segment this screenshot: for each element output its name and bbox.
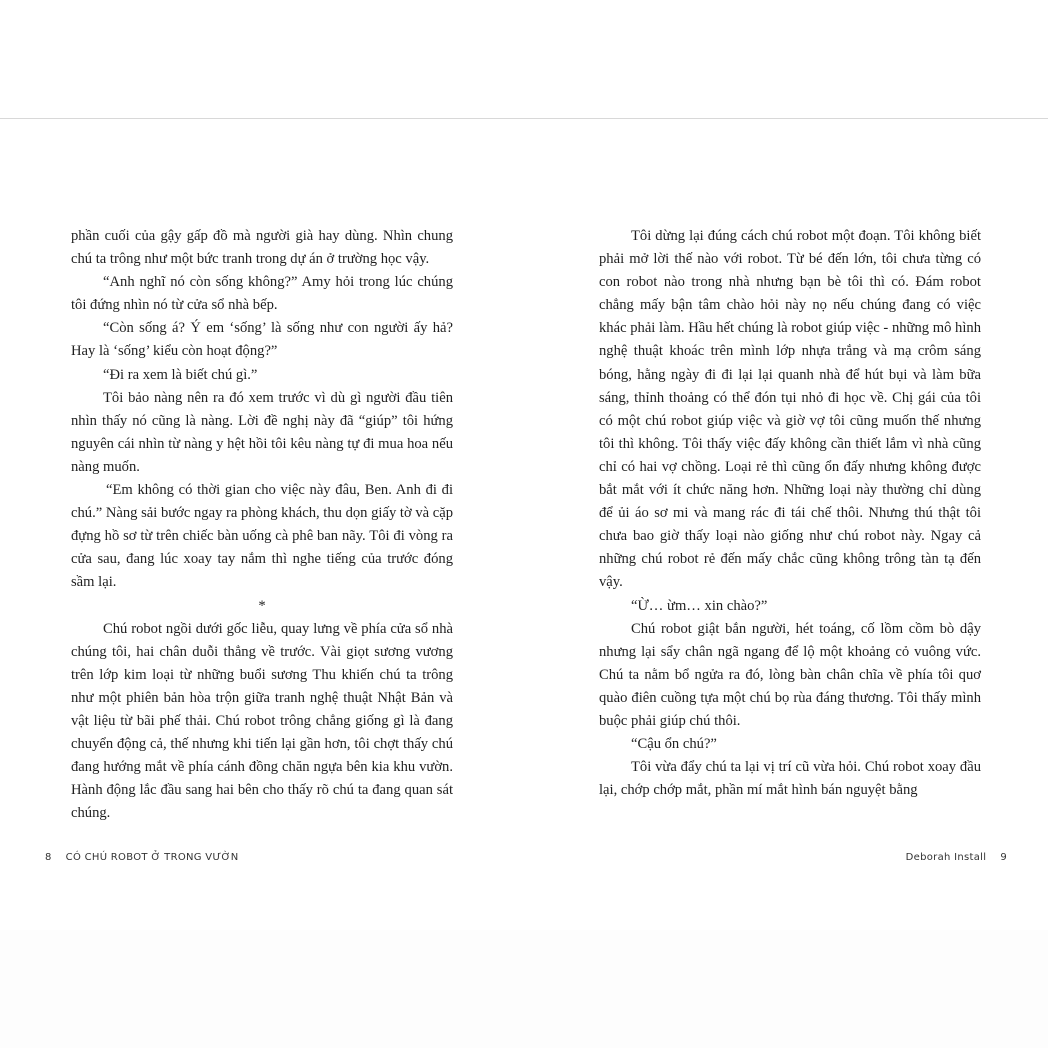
bottom-margin <box>0 930 1048 1048</box>
paragraph: “Ừ… ừm… xin chào?” <box>631 597 768 614</box>
running-header-author: Deborah Install <box>905 852 987 863</box>
paragraph: Tôi vừa đẩy chú ta lại vị trí cũ vừa hỏi. Chú robot xoay đầu lại, chớp chớp mắt, phần mí mắt hình bán nguyệt bằng <box>599 759 981 799</box>
paragraph: phần cuối của gậy gấp đồ mà người già hay dùng. Nhìn chung chú ta trông như một bức tranh trong dự án ở trường học vậy. <box>71 228 453 268</box>
page-number: 8 <box>45 852 52 863</box>
paragraph: Tôi dừng lại đúng cách chú robot một đoạn. Tôi không biết phải mở lời thế nào với robot. Từ bé đến lớn, tôi chưa từng có con robot nào trong nhà nhưng bạn bè tôi thì có. Đám robot chẳng mấy bận tâm chào hỏi này nọ nếu chúng đang có việc khác phải làm. Hầu hết chúng là robot giúp việc - những mô hình nghệ thuật khoác trên mình lớp nhựa trắng và mạ crôm sáng bóng, hằng ngày đi đi lại lại quanh nhà để hút bụi và làm bữa sáng, thỉnh thoảng có thể đón tụi nhỏ đi học về. Chị gái của tôi có một chú robot giúp việc và giờ vợ tôi cũng muốn thế nhưng tôi thì không. Tôi thấy việc đấy không cần thiết lắm vì nhà cũng chỉ có hai vợ chồng. Loại rẻ thì cũng ổn đấy nhưng không được bắt mắt với ít chức năng hơn. Những loại này thường chỉ dùng để ủi áo sơ mi và mang rác đi tái chế thôi. Nhưng thú thật tôi chưa bao giờ thấy loại nào giống như chú robot này. Ngay cả những chú robot rẻ đến mấy chắc cũng không trông tàn tạ đến vậy. <box>599 228 981 591</box>
paragraph: “Còn sống á? Ý em ‘sống’ là sống như con người ấy hả? Hay là ‘sống’ kiểu còn hoạt động?” <box>71 320 453 360</box>
running-header-book-title: CÓ CHÚ ROBOT Ở TRONG VƯỜN <box>65 852 239 863</box>
paragraph: Chú robot ngồi dưới gốc liễu, quay lưng về phía cửa sổ nhà chúng tôi, hai chân duỗi thẳng về trước. Vài giọt sương vương trên lớp kim loại từ những buổi sương Thu khiến chú ta trông như một phiên bản hòa trộn giữa tranh nghệ thuật Nhật Bản và vật liệu từ bãi phế thải. Chú robot trông chẳng giống gì là đang chuyển động cả, thế nhưng khi tiến lại gần hơn, tôi chợt thấy chú đang hướng mắt về phía cánh đồng chăn ngựa bên kia khu vườn. Hành động lắc đầu sang hai bên cho thấy rõ chú ta đang quan sát chúng. <box>71 620 453 822</box>
section-separator: * <box>258 597 266 614</box>
top-margin <box>0 0 1048 119</box>
paragraph: Chú robot giật bắn người, hét toáng, cố lồm cồm bò dậy nhưng lại sẩy chân ngã ngang để lộ một khoảng cỏ vuông vức. Chú ta nằm bổ ngửa ra đó, lòng bàn chân chĩa về phía tôi quơ quào điên cuồng tựa một chú bọ rùa đáng thương. Tôi thấy mình buộc phải giúp chú thôi. <box>599 620 981 729</box>
paragraph: “Đi ra xem là biết chú gì.” <box>103 366 258 383</box>
left-page-text <box>71 225 453 825</box>
paragraph: “Anh nghĩ nó còn sống không?” Amy hỏi trong lúc chúng tôi đứng nhìn nó từ cửa sổ nhà bếp. <box>71 274 453 314</box>
page-number: 9 <box>1000 852 1007 863</box>
paragraph: “Cậu ổn chú?” <box>631 736 717 753</box>
paragraph: “Em không có thời gian cho việc này đâu, Ben. Anh đi đi chú.” Nàng sải bước ngay ra phòng khách, thu dọn giấy tờ và cặp đựng hồ sơ từ trên chiếc bàn uống cà phê ban nãy. Tôi đi vòng ra cửa sau, đang lúc xoay tay nắm thì nghe tiếng của trước đóng sầm lại. <box>71 482 453 591</box>
paragraph: Tôi bảo nàng nên ra đó xem trước vì dù gì người đầu tiên nhìn thấy nó cũng là nàng. Lời đề nghị này đã “giúp” tôi hứng nguyên cái nhìn từ nàng y hệt hồi tôi kêu nàng tự đi mua hoa nếu nàng muốn. <box>71 389 453 475</box>
left-page-footer <box>45 852 239 863</box>
right-page-text <box>599 225 981 802</box>
right-page-footer <box>906 852 1007 863</box>
